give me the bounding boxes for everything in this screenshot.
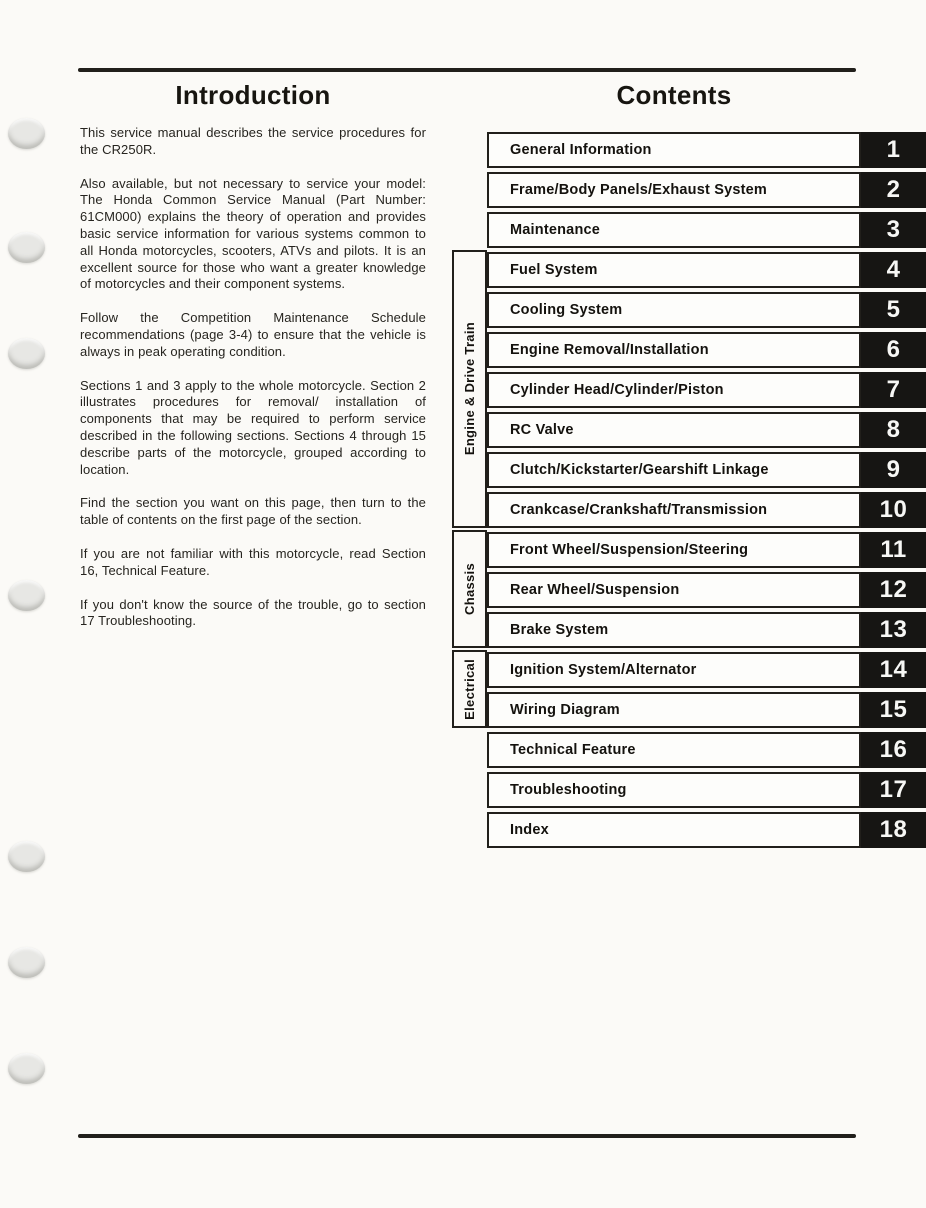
toc-section-number: 1 bbox=[886, 136, 901, 163]
toc-section-number: 10 bbox=[879, 496, 908, 523]
toc-section-number-tab bbox=[861, 252, 926, 288]
binder-hole bbox=[8, 118, 45, 149]
toc-section-number-tab bbox=[861, 132, 926, 168]
toc-section-label: Maintenance bbox=[510, 222, 601, 238]
intro-paragraph: Find the section you want on this page, then turn to the table of contents on the first page of the section. bbox=[80, 495, 426, 528]
toc-section-box bbox=[487, 772, 861, 808]
bottom-rule bbox=[78, 1134, 856, 1138]
toc-section-label: Front Wheel/Suspension/Steering bbox=[510, 542, 749, 558]
toc-row bbox=[487, 252, 926, 288]
toc-row bbox=[487, 132, 926, 168]
toc-group-strip bbox=[452, 650, 487, 728]
toc-section-number: 11 bbox=[880, 536, 907, 563]
toc-section-label: General Information bbox=[510, 142, 652, 158]
toc-section-box bbox=[487, 572, 861, 608]
toc-section-number: 17 bbox=[879, 776, 908, 803]
toc-row bbox=[487, 812, 926, 848]
toc-section-number-tab bbox=[861, 412, 926, 448]
intro-paragraph: Follow the Competition Maintenance Schedule recommendations (page 3-4) to ensure that the vehicle is always in peak operating condition. bbox=[80, 310, 426, 359]
toc-section-box bbox=[487, 132, 861, 168]
toc-section-label: Troubleshooting bbox=[510, 782, 627, 798]
toc-section-box bbox=[487, 212, 861, 248]
toc-section-label: Frame/Body Panels/Exhaust System bbox=[510, 182, 768, 198]
toc-section-number: 9 bbox=[886, 456, 901, 483]
toc-section-number: 5 bbox=[886, 296, 901, 323]
toc-row bbox=[487, 692, 926, 728]
toc-section-box bbox=[487, 292, 861, 328]
contents-title: Contents bbox=[616, 80, 732, 110]
toc-section-label: Cylinder Head/Cylinder/Piston bbox=[510, 382, 724, 398]
toc-section-number-tab bbox=[861, 172, 926, 208]
binder-hole bbox=[8, 338, 45, 369]
toc-section-box bbox=[487, 652, 861, 688]
toc-group-strip bbox=[452, 250, 487, 528]
toc-row bbox=[487, 772, 926, 808]
toc-section-box bbox=[487, 812, 861, 848]
toc-section-box bbox=[487, 692, 861, 728]
toc-row bbox=[487, 532, 926, 568]
toc-section-label: Fuel System bbox=[510, 262, 598, 278]
binder-hole bbox=[8, 232, 45, 263]
intro-paragraph: This service manual describes the service procedures for the CR250R. bbox=[80, 125, 426, 157]
toc-section-number: 13 bbox=[879, 616, 908, 643]
toc-row bbox=[487, 652, 926, 688]
introduction-paragraphs bbox=[80, 125, 426, 630]
toc-section-box bbox=[487, 372, 861, 408]
toc-section-box bbox=[487, 452, 861, 488]
binder-hole bbox=[8, 841, 45, 872]
toc-row bbox=[487, 612, 926, 648]
toc-group-strip bbox=[452, 530, 487, 648]
toc-group-label: Electrical bbox=[462, 658, 477, 720]
toc-section-number: 15 bbox=[879, 696, 908, 723]
toc-section-number-tab bbox=[861, 332, 926, 368]
toc-section-number: 8 bbox=[886, 416, 901, 443]
toc-section-number-tab bbox=[861, 372, 926, 408]
toc-row bbox=[487, 572, 926, 608]
binder-hole bbox=[8, 580, 45, 611]
toc-section-number-tab bbox=[861, 812, 926, 848]
toc-section-label: Engine Removal/Installation bbox=[510, 342, 709, 358]
introduction-title: Introduction bbox=[175, 80, 331, 110]
toc-section-number-tab bbox=[861, 292, 926, 328]
toc-section-number: 16 bbox=[879, 736, 908, 763]
toc-group-label: Engine & Drive Train bbox=[462, 322, 477, 456]
toc-row bbox=[487, 332, 926, 368]
introduction-section bbox=[80, 80, 426, 647]
toc-section-number-tab bbox=[861, 452, 926, 488]
toc-section-label: Rear Wheel/Suspension bbox=[510, 582, 680, 598]
toc-section-box bbox=[487, 332, 861, 368]
toc-row bbox=[487, 172, 926, 208]
toc-section-label: Technical Feature bbox=[510, 742, 636, 758]
toc-row bbox=[487, 732, 926, 768]
toc-section-number-tab bbox=[861, 492, 926, 528]
toc-section-box bbox=[487, 412, 861, 448]
toc-section-number: 12 bbox=[879, 576, 908, 603]
toc-section-label: Crankcase/Crankshaft/Transmission bbox=[510, 502, 768, 518]
toc-row bbox=[487, 452, 926, 488]
intro-paragraph: If you are not familiar with this motorcycle, read Section 16, Technical Feature. bbox=[80, 545, 426, 578]
toc-section-box bbox=[487, 532, 861, 568]
toc-section-box bbox=[487, 612, 861, 648]
toc-section-number: 7 bbox=[886, 376, 901, 403]
toc-section-number-tab bbox=[861, 732, 926, 768]
toc-section-number-tab bbox=[861, 652, 926, 688]
toc-row bbox=[487, 212, 926, 248]
toc-section-label: Wiring Diagram bbox=[510, 702, 620, 718]
toc-section-label: Brake System bbox=[510, 622, 609, 638]
toc-row bbox=[487, 492, 926, 528]
toc-row bbox=[487, 292, 926, 328]
toc-section-number: 2 bbox=[886, 176, 901, 203]
toc-section-number-tab bbox=[861, 612, 926, 648]
binder-hole bbox=[8, 1053, 45, 1084]
toc-rows bbox=[487, 132, 926, 872]
toc-section-box bbox=[487, 172, 861, 208]
toc-section-label: RC Valve bbox=[510, 422, 574, 438]
toc-section-number: 6 bbox=[886, 336, 901, 363]
toc-section-number-tab bbox=[861, 532, 926, 568]
toc-section-number: 18 bbox=[879, 816, 908, 843]
toc-section-number: 4 bbox=[886, 256, 901, 283]
toc-group-label: Chassis bbox=[462, 563, 477, 615]
toc-section-number: 3 bbox=[886, 216, 901, 243]
toc-section-box bbox=[487, 492, 861, 528]
toc-row bbox=[487, 372, 926, 408]
toc-section-number-tab bbox=[861, 572, 926, 608]
intro-paragraph: Sections 1 and 3 apply to the whole motorcycle. Section 2 illustrates procedures for removal/ installation of components that may be required to perform service described in the following sections. Sections 4 through 15 describe parts of the motorcycle, grouped according to location. bbox=[80, 377, 426, 477]
top-rule bbox=[78, 68, 856, 72]
binder-hole bbox=[8, 947, 45, 978]
toc-section-label: Index bbox=[510, 822, 549, 838]
toc-section-number-tab bbox=[861, 212, 926, 248]
toc-section-number: 14 bbox=[879, 656, 908, 683]
toc-section-box bbox=[487, 732, 861, 768]
toc-section-label: Clutch/Kickstarter/Gearshift Linkage bbox=[510, 462, 769, 478]
intro-paragraph: If you don't know the source of the trouble, go to section 17 Troubleshooting. bbox=[80, 596, 426, 629]
toc-section-number-tab bbox=[861, 772, 926, 808]
intro-paragraph: Also available, but not necessary to service your model: The Honda Common Service Manual (Part Number: 61CM000) explains the theory of operation and provides basic service information for various systems common to all Honda motorcycles, scooters, ATVs and pilots. It is an excellent source for those who want a greater knowledge of motorcycles and their component systems. bbox=[80, 175, 426, 292]
toc-row bbox=[487, 412, 926, 448]
toc-section-number-tab bbox=[861, 692, 926, 728]
toc-section-label: Ignition System/Alternator bbox=[510, 662, 697, 678]
toc-section-box bbox=[487, 252, 861, 288]
toc-section-label: Cooling System bbox=[510, 302, 623, 318]
contents-section bbox=[452, 80, 926, 843]
